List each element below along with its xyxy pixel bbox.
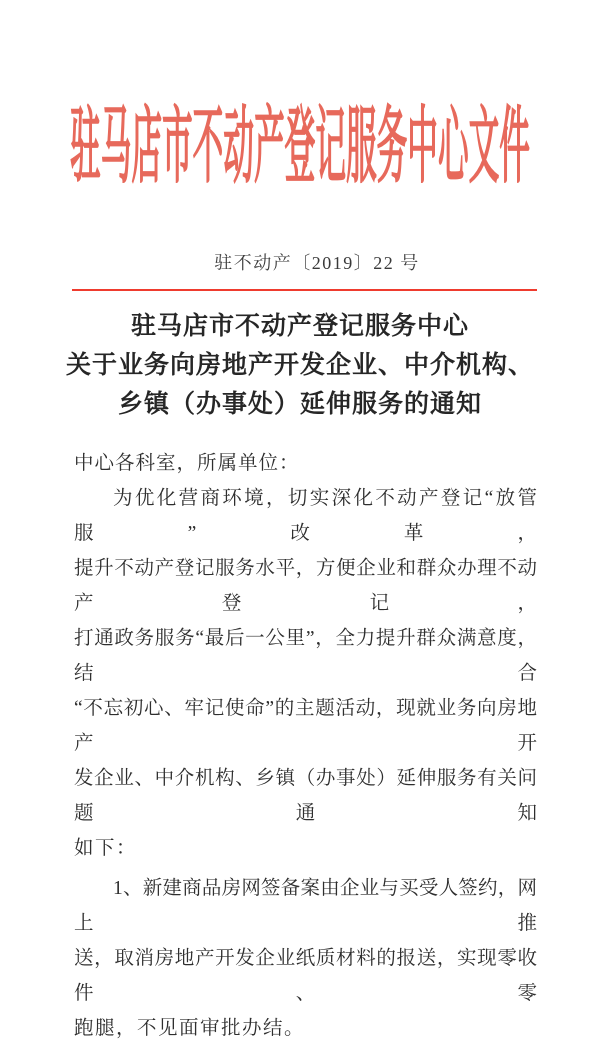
paragraph-2 <box>74 871 537 1046</box>
document-title-line-1: 驻马店市不动产登记服务中心 <box>130 313 469 340</box>
paragraph-1-line: 如下： <box>74 838 138 859</box>
document-title <box>0 307 600 424</box>
document-title-line-3: 乡镇（办事处）延伸服务的通知 <box>117 391 482 418</box>
paragraph-1-line: 提升不动产登记服务水平，方便企业和群众办理不动产登记， <box>74 558 537 614</box>
salutation-line: 中心各科室，所属单位： <box>74 453 300 474</box>
document-number: 驻不动产〔2019〕22 号 <box>214 253 420 273</box>
document-title-line-2: 关于业务向房地产开发企业、中介机构、 <box>65 352 534 379</box>
paragraph-1-line: 为优化营商环境，切实深化不动产登记“放管服”改革， <box>74 488 537 544</box>
paragraph-2-line: 1、新建商品房网签备案由企业与买受人签约，网上推 <box>74 878 537 934</box>
paragraph-1-line: 发企业、中介机构、乡镇（办事处）延伸服务有关问题通知 <box>74 768 537 824</box>
paragraph-1-line: 打通政务服务“最后一公里”，全力提升群众满意度，结合 <box>74 628 537 684</box>
paragraph-1-line: “不忘初心、牢记使命”的主题活动，现就业务向房地产开 <box>74 698 537 754</box>
document-body <box>74 446 537 1046</box>
paragraph-2-line: 跑腿，不见面审批办结。 <box>74 1018 306 1039</box>
red-divider-line <box>72 289 537 291</box>
letterhead <box>0 100 600 200</box>
paragraph-2-line: 送，取消房地产开发企业纸质材料的报送，实现零收件、零 <box>74 948 537 1004</box>
letterhead-org-title: 驻马店市不动产登记服务中心文件 <box>70 101 530 194</box>
paragraph-1 <box>74 481 537 866</box>
